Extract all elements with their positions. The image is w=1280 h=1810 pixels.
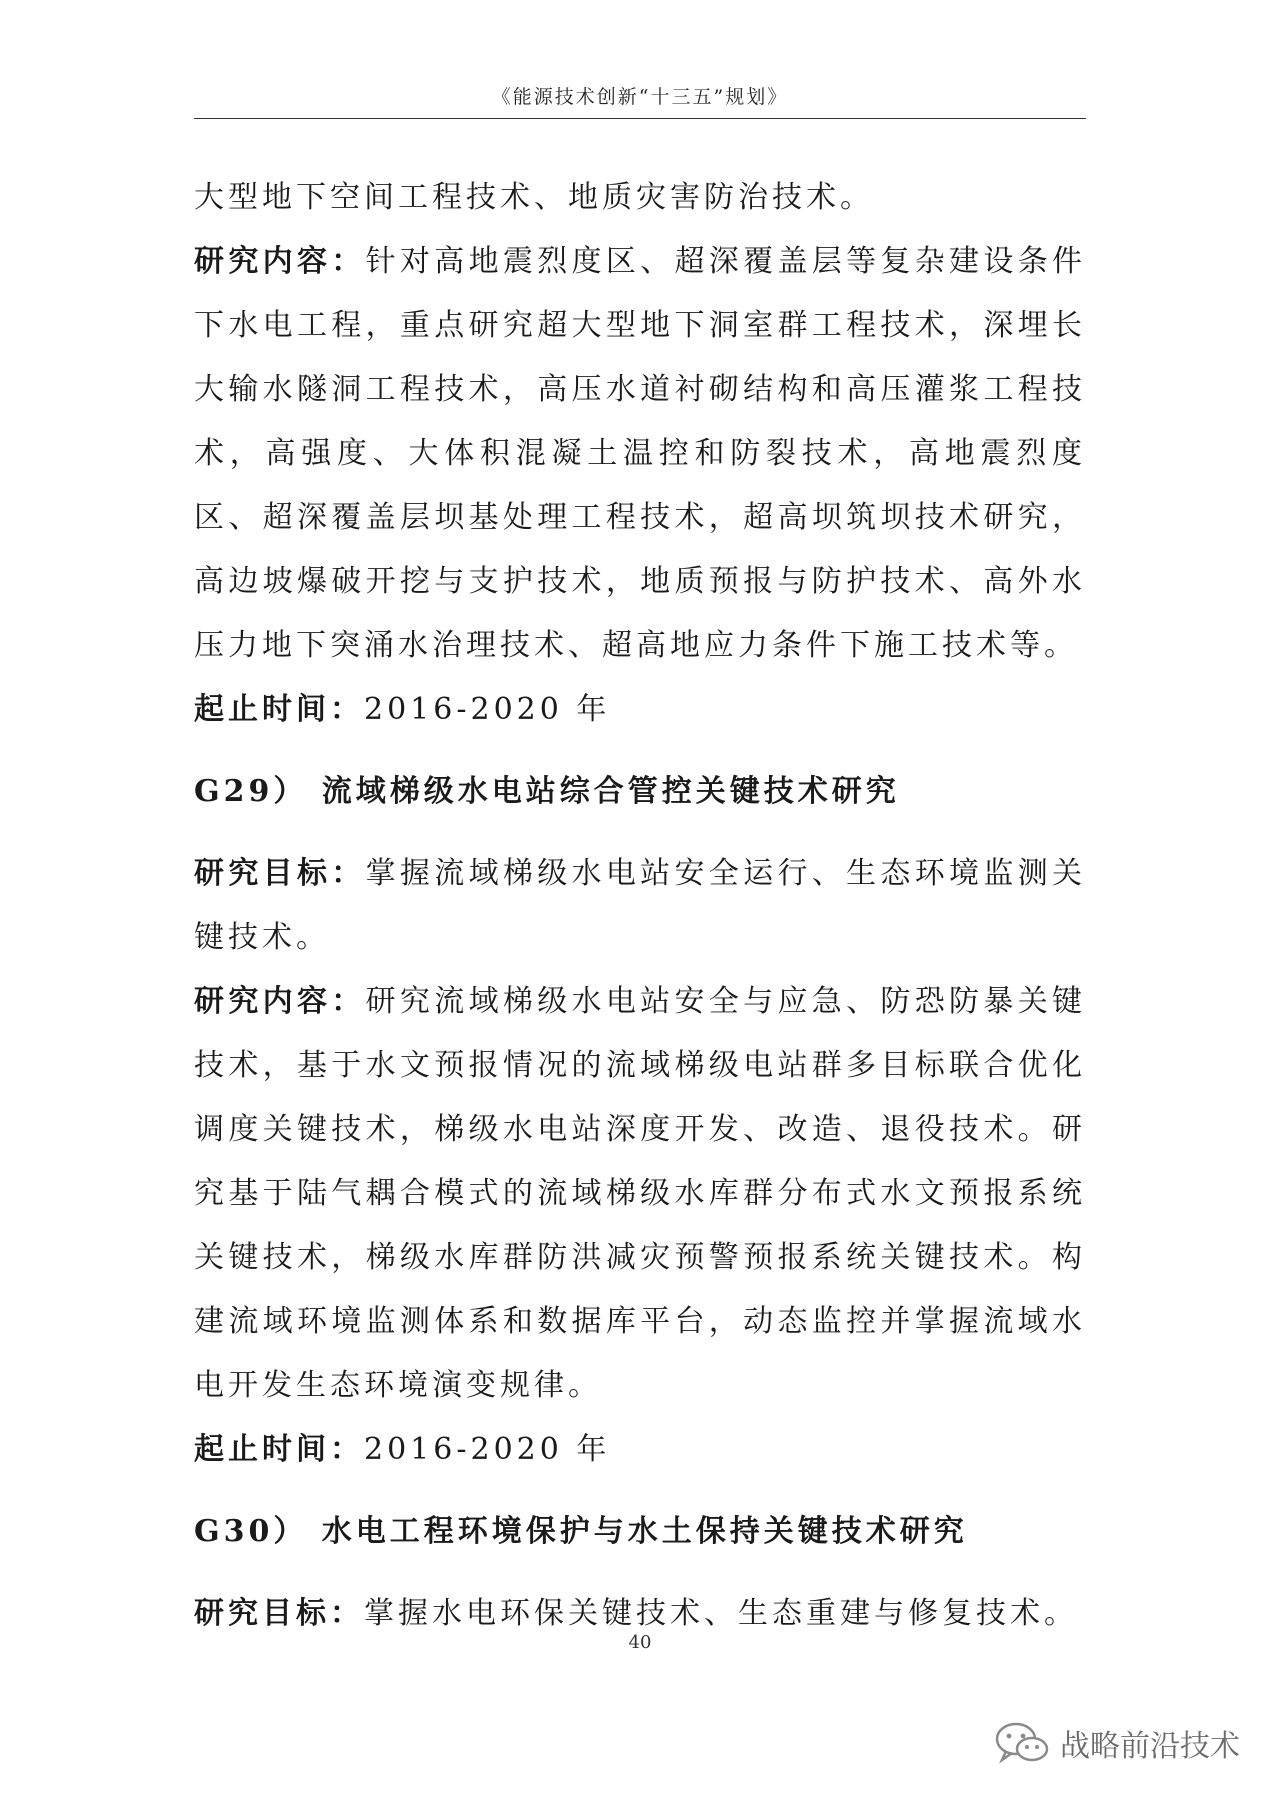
field-text: 研究流域梯级水电站安全与应急、防恐防暴关键技术，基于水文预报情况的流域梯级电站群多目标联合优化调度关键技术，梯级水电站深度开发、改造、退役技术。研究基于陆气耦合模式的流域梯级水库群分布式水文预报系统关键技术，梯级水库群防洪减灾预警预报系统关键技术。构建流域环境监测体系和数据库平台，动态监控并掌握流域水电开发生态环境演变规律。: [194, 984, 1087, 1403]
document-body: [194, 166, 1086, 1646]
field-text: 针对高地震烈度区、超深覆盖层等复杂建设条件下水电工程，重点研究超大型地下洞室群工程技术，深埋长大输水隧洞工程技术，高压水道衬砌结构和高压灌浆工程技术，高强度、大体积混凝土温控和防裂技术，高地震烈度区、超深覆盖层坝基处理工程技术，超高坝筑坝技术研究，高边坡爆破开挖与支护技术，地质预报与防护技术、高外水压力地下突涌水治理技术、超高地应力条件下施工技术等。: [194, 244, 1087, 663]
field-text: 2016-2020 年: [364, 692, 611, 727]
paragraph-period-g29: [194, 1418, 1086, 1482]
page-number: 40: [628, 1632, 652, 1653]
header-rule: [194, 118, 1086, 119]
paragraph-continuation: [194, 166, 1086, 230]
field-text: 掌握流域梯级水电站安全运行、生态环境监测关键技术。: [194, 856, 1087, 955]
field-label: 研究目标：: [194, 856, 366, 891]
paragraph-research-goal-g29: [194, 842, 1086, 970]
paragraph-research-content-g29: [194, 970, 1086, 1418]
wechat-icon: [994, 1720, 1050, 1766]
paragraph-period-g28: [194, 678, 1086, 742]
section-heading-g29: G29） 流域梯级水电站综合管控关键技术研究: [194, 774, 900, 809]
running-header: 《能源技术创新“十三五”规划》: [491, 86, 789, 108]
watermark-text: 战略前沿技术: [1060, 1729, 1240, 1764]
field-text: 掌握水电环保关键技术、生态重建与修复技术。: [364, 1596, 1078, 1631]
field-label: 研究目标：: [194, 1596, 364, 1631]
field-label: 研究内容：: [194, 984, 366, 1019]
paragraph-research-content-g28: [194, 230, 1086, 678]
field-label: 起止时间：: [194, 1432, 364, 1467]
field-text: 2016-2020 年: [364, 1432, 611, 1467]
field-label: 起止时间：: [194, 692, 364, 727]
section-heading-g30: G30） 水电工程环境保护与水土保持关键技术研究: [194, 1514, 968, 1549]
paragraph-text: 大型地下空间工程技术、地质灾害防治技术。: [194, 180, 874, 215]
watermark: [994, 1720, 1240, 1766]
field-label: 研究内容：: [194, 244, 366, 279]
